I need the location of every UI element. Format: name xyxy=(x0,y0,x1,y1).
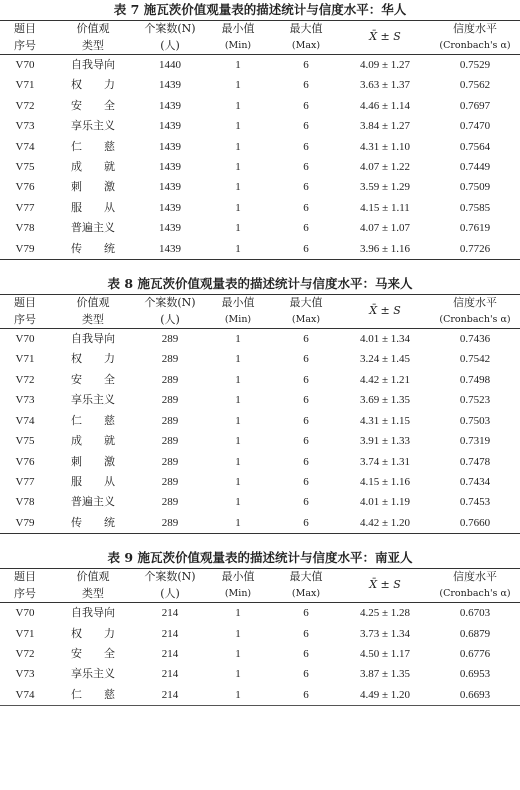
cell-stat: 3.24 ± 1.45 xyxy=(359,353,411,366)
cell-type: 成 就 xyxy=(71,434,115,448)
cell-n: 289 xyxy=(161,455,179,468)
header-type-sub: 类型 xyxy=(50,312,136,329)
table-row xyxy=(0,198,520,218)
cell-alpha: 0.7660 xyxy=(430,513,520,534)
cell-stat: 4.31 ± 1.15 xyxy=(359,414,411,427)
cell-type: 普遍主义 xyxy=(71,221,115,235)
table-row xyxy=(0,55,520,76)
cell-max: 6 xyxy=(303,181,309,194)
cell-min: 1 xyxy=(204,513,272,534)
cell-stat: 3.73 ± 1.34 xyxy=(359,627,411,640)
cell-stat: 3.84 ± 1.27 xyxy=(359,120,411,133)
table-row xyxy=(0,603,520,624)
table-caption: 表 9 施瓦茨价值观量表的描述统计与信度水平：南亚人 xyxy=(107,550,413,566)
header-row-sub xyxy=(0,586,520,603)
cell-n: 289 xyxy=(161,414,179,427)
header-max-sub: (Max) xyxy=(272,312,340,329)
cell-alpha: 0.7697 xyxy=(459,99,491,112)
cell-n: 1440 xyxy=(159,59,181,71)
cell-min: 1 xyxy=(235,668,241,681)
cell-min: 1 xyxy=(235,475,241,488)
table-row xyxy=(0,157,520,177)
cell-stat: 4.09 ± 1.27 xyxy=(359,59,411,71)
cell-type: 刺 激 xyxy=(71,454,115,468)
cell-stat: 4.01 ± 1.19 xyxy=(359,496,411,509)
cell-stat: 4.42 ± 1.20 xyxy=(340,513,430,534)
cell-id: V78 xyxy=(15,496,35,509)
cell-type: 仁 慈 xyxy=(71,413,115,427)
cell-type: 自我导向 xyxy=(71,332,115,346)
cell-alpha: 0.7509 xyxy=(459,181,491,194)
cell-min: 1 xyxy=(235,222,241,235)
cell-id: V74 xyxy=(0,685,50,706)
cell-min: 1 xyxy=(235,627,241,640)
cell-alpha: 0.6879 xyxy=(459,627,491,640)
table-row xyxy=(0,411,520,431)
cell-id: V77 xyxy=(15,201,35,214)
cell-max: 6 xyxy=(303,668,309,681)
table-row xyxy=(0,370,520,390)
cell-min: 1 xyxy=(235,373,241,386)
cell-max: 6 xyxy=(303,99,309,112)
header-row-sub xyxy=(0,312,520,329)
cell-min: 1 xyxy=(235,455,241,468)
cell-n: 1439 xyxy=(159,120,181,133)
cell-alpha: 0.7542 xyxy=(459,353,491,366)
header-type: 价值观 xyxy=(76,296,110,310)
cell-type: 仁 慈 xyxy=(71,139,115,153)
cell-max: 6 xyxy=(303,414,309,427)
cell-n: 1439 xyxy=(159,222,181,235)
cell-max: 6 xyxy=(303,647,309,660)
cell-id: V72 xyxy=(15,373,35,386)
cell-stat: 4.31 ± 1.10 xyxy=(359,140,411,153)
cell-stat: 3.74 ± 1.31 xyxy=(359,455,411,468)
header-id: 题目 xyxy=(14,570,36,584)
cell-type: 普遍主义 xyxy=(71,495,115,509)
cell-type: 享乐主义 xyxy=(71,119,115,133)
header-stat: X̄ ± S xyxy=(340,295,430,329)
header-id-sub: 序号 xyxy=(0,38,50,55)
table-caption: 表 8 施瓦茨价值观量表的描述统计与信度水平：马来人 xyxy=(107,276,413,292)
header-n: 个案数(N) xyxy=(144,296,196,310)
header-id-sub: 序号 xyxy=(0,586,50,603)
table-row xyxy=(0,624,520,644)
header-type-sub: 类型 xyxy=(50,586,136,603)
table-body xyxy=(0,603,520,706)
cell-n: 289 xyxy=(161,394,179,407)
cell-type: 成 就 xyxy=(71,160,115,174)
cell-min: 1 xyxy=(235,99,241,112)
cell-type: 享乐主义 xyxy=(71,393,115,407)
cell-alpha: 0.7562 xyxy=(459,79,491,92)
cell-alpha: 0.7564 xyxy=(459,140,491,153)
cell-alpha: 0.7478 xyxy=(459,455,491,468)
cell-max: 6 xyxy=(272,685,340,706)
cell-type: 权 力 xyxy=(71,626,115,640)
cell-min: 1 xyxy=(235,140,241,153)
table-body xyxy=(0,55,520,260)
cell-max: 6 xyxy=(303,475,309,488)
cell-n: 1439 xyxy=(159,161,181,174)
table-9-block xyxy=(0,548,520,706)
cell-alpha: 0.6953 xyxy=(459,668,491,681)
header-row xyxy=(0,569,520,586)
header-alpha: 信度水平 xyxy=(453,22,497,35)
header-row xyxy=(0,21,520,38)
cell-id: V70 xyxy=(15,59,35,71)
cell-max: 6 xyxy=(303,353,309,366)
header-n-sub: (人) xyxy=(136,586,204,603)
cell-alpha: 0.7449 xyxy=(459,161,491,174)
header-min-sub: (Min) xyxy=(204,312,272,329)
header-n-sub: (人) xyxy=(136,312,204,329)
cell-alpha: 0.7434 xyxy=(459,475,491,488)
cell-type: 安 全 xyxy=(71,646,115,660)
cell-n: 289 xyxy=(161,496,179,509)
cell-alpha: 0.7585 xyxy=(459,201,491,214)
cell-n: 1439 xyxy=(159,99,181,112)
cell-min: 1 xyxy=(235,161,241,174)
header-row xyxy=(0,295,520,312)
cell-alpha: 0.7503 xyxy=(459,414,491,427)
cell-id: V76 xyxy=(15,181,35,194)
header-type: 价值观 xyxy=(76,22,110,35)
cell-min: 1 xyxy=(235,59,241,71)
cell-id: V74 xyxy=(15,140,35,153)
cell-id: V72 xyxy=(15,99,35,112)
header-id: 题目 xyxy=(14,296,36,310)
header-max: 最大值 xyxy=(289,22,323,35)
cell-type: 服 从 xyxy=(71,200,115,214)
cell-stat: 4.42 ± 1.21 xyxy=(359,373,411,386)
cell-n: 1439 xyxy=(159,79,181,92)
cell-stat: 3.63 ± 1.37 xyxy=(359,79,411,92)
cell-n: 289 xyxy=(136,513,204,534)
cell-max: 6 xyxy=(303,79,309,92)
header-max-sub: (Max) xyxy=(272,586,340,603)
cell-n: 1439 xyxy=(159,181,181,194)
cell-n: 214 xyxy=(161,647,179,660)
cell-id: V73 xyxy=(15,120,35,133)
cell-min: 1 xyxy=(235,607,241,620)
cell-id: V77 xyxy=(15,475,35,488)
cell-id: V79 xyxy=(0,239,50,260)
header-n: 个案数(N) xyxy=(144,22,196,35)
cell-min: 1 xyxy=(235,120,241,133)
cell-id: V75 xyxy=(15,435,35,448)
table-row xyxy=(0,177,520,197)
header-n-sub: (人) xyxy=(136,38,204,55)
table-row xyxy=(0,218,520,238)
cell-stat: 3.69 ± 1.35 xyxy=(359,394,411,407)
cell-stat: 4.25 ± 1.28 xyxy=(359,607,411,620)
cell-id: V72 xyxy=(15,647,35,660)
header-alpha-sub: (Cronbach's α) xyxy=(430,312,520,329)
cell-id: V70 xyxy=(15,333,35,346)
cell-min: 1 xyxy=(235,435,241,448)
cell-n: 214 xyxy=(161,668,179,681)
cell-stat: 4.46 ± 1.14 xyxy=(359,99,411,112)
cell-id: V79 xyxy=(0,513,50,534)
cell-max: 6 xyxy=(303,373,309,386)
cell-n: 289 xyxy=(161,353,179,366)
cell-n: 214 xyxy=(161,627,179,640)
table-row xyxy=(0,664,520,684)
cell-alpha: 0.7529 xyxy=(459,59,491,71)
cell-min: 1 xyxy=(235,394,241,407)
cell-max: 6 xyxy=(303,627,309,640)
cell-min: 1 xyxy=(235,79,241,92)
cell-type: 享乐主义 xyxy=(71,667,115,681)
table-caption: 表 7 施瓦茨价值观量表的描述统计与信度水平：华人 xyxy=(113,2,407,17)
cell-min: 1 xyxy=(235,647,241,660)
cell-type: 安 全 xyxy=(71,372,115,386)
table-row xyxy=(0,390,520,410)
stats-table-7 xyxy=(0,20,520,260)
cell-max: 6 xyxy=(272,239,340,260)
cell-stat: 3.96 ± 1.16 xyxy=(340,239,430,260)
header-alpha: 信度水平 xyxy=(453,296,497,310)
cell-n: 289 xyxy=(161,435,179,448)
stats-table-9 xyxy=(0,568,520,706)
cell-id: V70 xyxy=(15,607,35,620)
header-type-sub: 类型 xyxy=(50,38,136,55)
cell-min: 1 xyxy=(235,496,241,509)
cell-n: 214 xyxy=(136,685,204,706)
cell-alpha: 0.7319 xyxy=(459,435,491,448)
cell-alpha: 0.7498 xyxy=(459,373,491,386)
cell-type: 刺 激 xyxy=(71,180,115,194)
table-row xyxy=(0,329,520,350)
header-min-sub: (Min) xyxy=(204,586,272,603)
table-row xyxy=(0,75,520,95)
cell-alpha: 0.6693 xyxy=(430,685,520,706)
cell-min: 1 xyxy=(204,239,272,260)
cell-type: 权 力 xyxy=(71,352,115,366)
cell-min: 1 xyxy=(235,333,241,346)
cell-n: 1439 xyxy=(159,201,181,214)
cell-type: 权 力 xyxy=(71,78,115,92)
header-alpha-sub: (Cronbach's α) xyxy=(430,38,520,55)
header-max-sub: (Max) xyxy=(272,38,340,55)
header-min: 最小值 xyxy=(221,570,255,584)
cell-n: 214 xyxy=(161,607,179,620)
cell-id: V78 xyxy=(15,222,35,235)
cell-stat: 3.91 ± 1.33 xyxy=(359,435,411,448)
cell-n: 289 xyxy=(161,333,179,346)
header-min: 最小值 xyxy=(221,296,255,310)
cell-stat: 3.87 ± 1.35 xyxy=(359,668,411,681)
header-min-sub: (Min) xyxy=(204,38,272,55)
table-row xyxy=(0,239,520,260)
cell-max: 6 xyxy=(303,120,309,133)
header-n: 个案数(N) xyxy=(144,570,196,584)
cell-alpha: 0.7436 xyxy=(459,333,491,346)
cell-alpha: 0.7523 xyxy=(459,394,491,407)
table-row xyxy=(0,96,520,116)
cell-id: V71 xyxy=(15,627,35,640)
cell-max: 6 xyxy=(303,161,309,174)
cell-min: 1 xyxy=(235,201,241,214)
table-row xyxy=(0,644,520,664)
cell-stat: 3.59 ± 1.29 xyxy=(359,181,411,194)
header-max: 最大值 xyxy=(289,570,323,584)
header-stat: X̄ ± S xyxy=(340,569,430,603)
cell-max: 6 xyxy=(272,513,340,534)
cell-id: V75 xyxy=(15,161,35,174)
cell-n: 289 xyxy=(161,373,179,386)
cell-stat: 4.50 ± 1.17 xyxy=(359,647,411,660)
cell-n: 289 xyxy=(161,475,179,488)
cell-min: 1 xyxy=(235,414,241,427)
cell-type: 自我导向 xyxy=(71,58,115,71)
cell-max: 6 xyxy=(303,496,309,509)
table-row xyxy=(0,137,520,157)
cell-id: V73 xyxy=(15,668,35,681)
cell-type: 安 全 xyxy=(71,98,115,112)
cell-n: 1439 xyxy=(159,140,181,153)
header-id: 题目 xyxy=(14,22,36,35)
cell-max: 6 xyxy=(303,394,309,407)
table-row xyxy=(0,116,520,136)
cell-stat: 4.15 ± 1.16 xyxy=(359,475,411,488)
cell-id: V74 xyxy=(15,414,35,427)
cell-min: 1 xyxy=(204,685,272,706)
cell-stat: 4.07 ± 1.07 xyxy=(359,222,411,235)
table-row xyxy=(0,685,520,706)
cell-max: 6 xyxy=(303,435,309,448)
header-id-sub: 序号 xyxy=(0,312,50,329)
table-row xyxy=(0,452,520,472)
table-row xyxy=(0,472,520,492)
header-min: 最小值 xyxy=(221,22,255,35)
header-row-sub xyxy=(0,38,520,55)
cell-type: 传 统 xyxy=(50,239,136,260)
table-7-block xyxy=(0,0,520,260)
cell-id: V73 xyxy=(15,394,35,407)
cell-type: 自我导向 xyxy=(71,606,115,620)
table-8-block xyxy=(0,274,520,534)
table-row xyxy=(0,513,520,534)
cell-alpha: 0.7453 xyxy=(459,496,491,509)
cell-type: 传 统 xyxy=(50,513,136,534)
cell-min: 1 xyxy=(235,181,241,194)
cell-alpha: 0.6776 xyxy=(459,647,491,660)
cell-max: 6 xyxy=(303,140,309,153)
header-alpha: 信度水平 xyxy=(453,570,497,584)
table-row xyxy=(0,431,520,451)
header-type: 价值观 xyxy=(76,570,110,584)
cell-max: 6 xyxy=(303,333,309,346)
cell-id: V71 xyxy=(15,353,35,366)
cell-alpha: 0.7619 xyxy=(459,222,491,235)
cell-type: 仁 慈 xyxy=(50,685,136,706)
cell-id: V71 xyxy=(15,79,35,92)
cell-stat: 4.01 ± 1.34 xyxy=(359,333,411,346)
cell-stat: 4.07 ± 1.22 xyxy=(359,161,411,174)
header-stat: X̄ ± S xyxy=(340,21,430,55)
cell-alpha: 0.6703 xyxy=(459,607,491,620)
table-row xyxy=(0,492,520,512)
header-max: 最大值 xyxy=(289,296,323,310)
table-row xyxy=(0,349,520,369)
stats-table-8 xyxy=(0,294,520,534)
cell-stat: 4.15 ± 1.11 xyxy=(360,201,410,214)
cell-max: 6 xyxy=(303,455,309,468)
cell-max: 6 xyxy=(303,222,309,235)
cell-type: 服 从 xyxy=(71,474,115,488)
table-body xyxy=(0,329,520,534)
cell-alpha: 0.7726 xyxy=(430,239,520,260)
cell-stat: 4.49 ± 1.20 xyxy=(340,685,430,706)
cell-alpha: 0.7470 xyxy=(459,120,491,133)
cell-n: 1439 xyxy=(136,239,204,260)
header-alpha-sub: (Cronbach's α) xyxy=(430,586,520,603)
cell-max: 6 xyxy=(303,201,309,214)
cell-max: 6 xyxy=(303,59,309,71)
cell-id: V76 xyxy=(15,455,35,468)
cell-max: 6 xyxy=(303,607,309,620)
cell-min: 1 xyxy=(235,353,241,366)
